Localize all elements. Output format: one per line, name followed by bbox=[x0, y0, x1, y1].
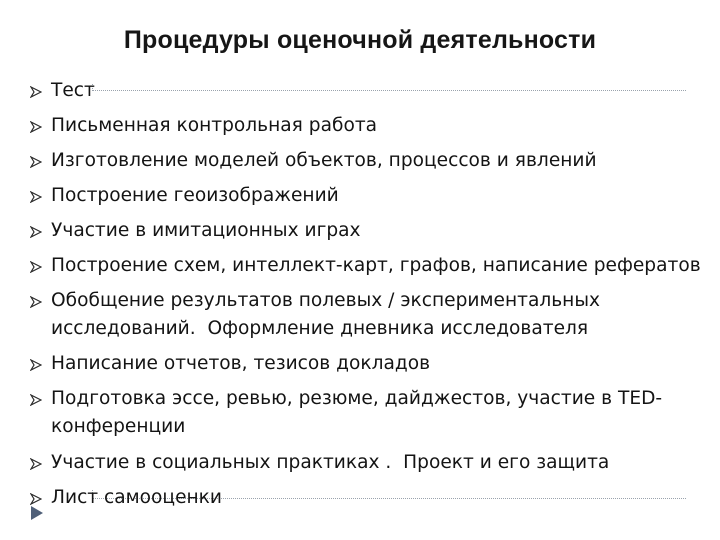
bullet-item bbox=[30, 449, 716, 477]
bullet-text: Участие в социальных практиках . Проект и его защита bbox=[51, 452, 610, 473]
bullet-item bbox=[30, 217, 716, 245]
slide-title: Процедуры оценочной деятельности bbox=[123, 26, 597, 54]
bullet-text: Изготовление моделей объектов, процессов и явлений bbox=[51, 150, 597, 171]
bullet-text: Написание отчетов, тезисов докладов bbox=[51, 353, 431, 374]
arrowhead-bullet-icon bbox=[30, 359, 42, 371]
arrowhead-bullet-icon bbox=[30, 191, 42, 203]
bullet-text: Лист самооценки bbox=[51, 487, 222, 508]
arrowhead-bullet-icon bbox=[30, 296, 42, 308]
bullet-text: Обобщение результатов полевых / экспериментальных bbox=[51, 290, 601, 311]
bullet-item bbox=[30, 385, 716, 441]
arrowhead-bullet-icon bbox=[30, 493, 42, 505]
arrowhead-bullet-icon bbox=[30, 86, 42, 98]
bullet-item bbox=[30, 252, 716, 280]
bullet-item bbox=[30, 287, 716, 343]
arrowhead-bullet-icon bbox=[30, 394, 42, 406]
bullet-item bbox=[30, 77, 716, 105]
bullet-text: Построение схем, интеллект-карт, графов, написание рефератов bbox=[51, 255, 701, 276]
bullet-item bbox=[30, 182, 716, 210]
bullet-text: Построение геоизображений bbox=[51, 185, 339, 206]
bullet-text: Участие в имитационных играх bbox=[51, 220, 361, 241]
bullet-item bbox=[30, 147, 716, 175]
bullet-text: Подготовка эссе, ревью, резюме, дайджестов, участие в TED- bbox=[51, 388, 663, 409]
bullet-text: Тест bbox=[51, 80, 95, 101]
bullet-item bbox=[30, 112, 716, 140]
arrowhead-bullet-icon bbox=[30, 261, 42, 273]
arrowhead-bullet-icon bbox=[30, 121, 42, 133]
bullet-item bbox=[30, 350, 716, 378]
bullet-text-continuation: конференции bbox=[51, 416, 186, 437]
triangle-arrow-icon bbox=[30, 505, 44, 521]
arrowhead-bullet-icon bbox=[30, 458, 42, 470]
bullet-text: Письменная контрольная работа bbox=[51, 115, 378, 136]
bullet-text-continuation: исследований. Оформление дневника исследователя bbox=[51, 318, 589, 339]
arrowhead-bullet-icon bbox=[30, 156, 42, 168]
bullet-item bbox=[30, 484, 716, 512]
arrowhead-bullet-icon bbox=[30, 226, 42, 238]
